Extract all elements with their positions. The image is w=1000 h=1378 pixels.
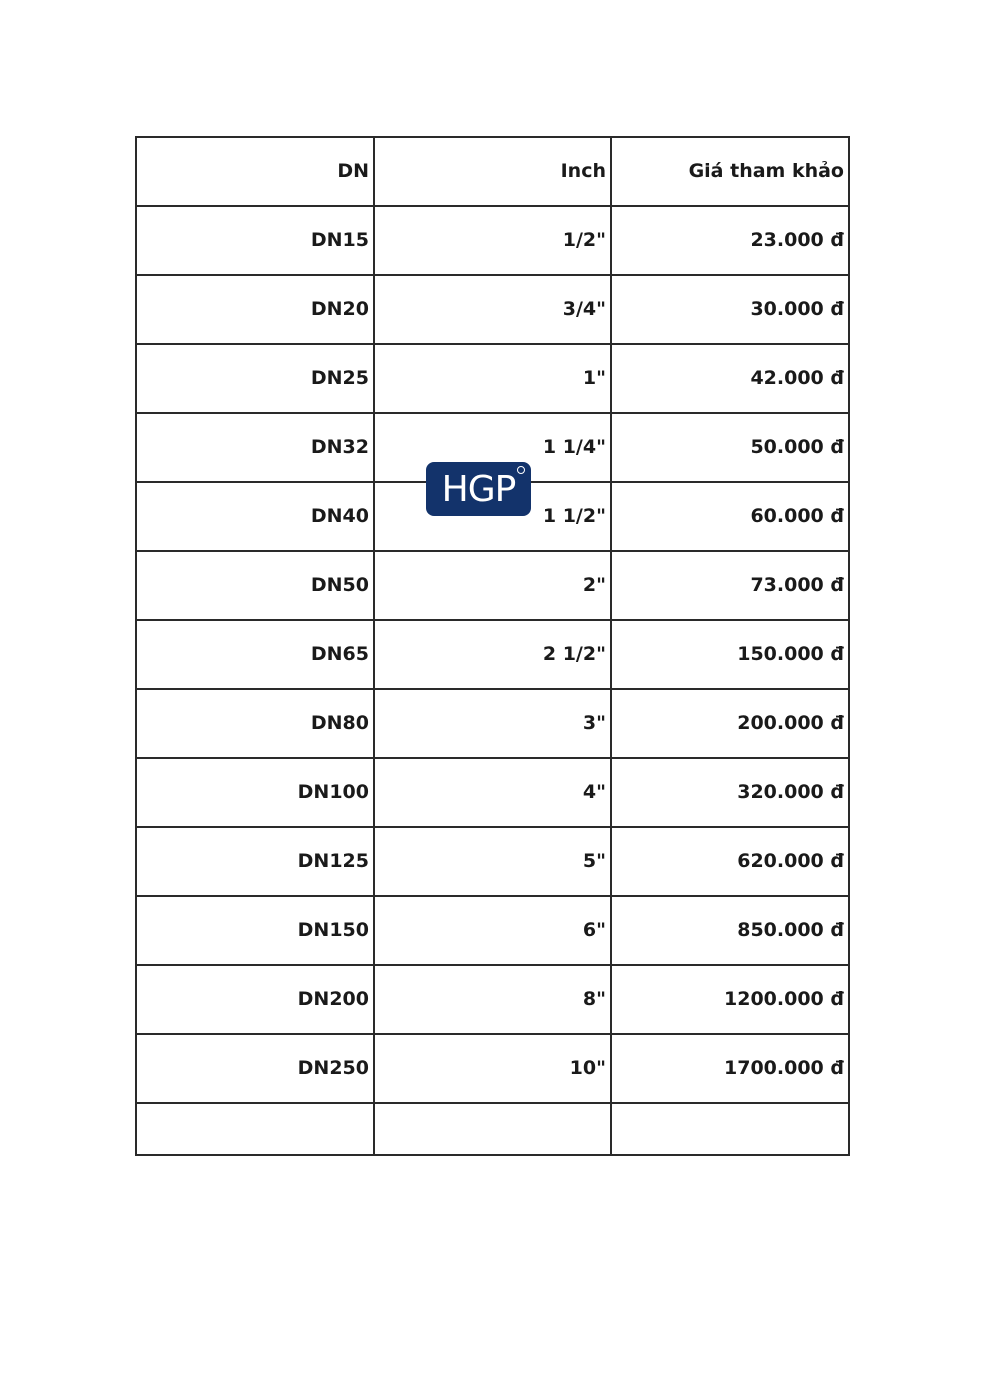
price-table bbox=[135, 136, 850, 1156]
table-row bbox=[136, 689, 849, 758]
cell-price: 50.000 đ bbox=[611, 413, 849, 482]
cell-price: 42.000 đ bbox=[611, 344, 849, 413]
cell-price: 200.000 đ bbox=[611, 689, 849, 758]
header-price: Giá tham khảo bbox=[611, 137, 849, 206]
cell-price: 60.000 đ bbox=[611, 482, 849, 551]
cell-price: 30.000 đ bbox=[611, 275, 849, 344]
cell-inch: 10" bbox=[374, 1034, 611, 1103]
cell-price: 1200.000 đ bbox=[611, 965, 849, 1034]
table-row bbox=[136, 896, 849, 965]
cell-price: 320.000 đ bbox=[611, 758, 849, 827]
table-header bbox=[136, 137, 849, 206]
logo-text: HGP bbox=[441, 469, 516, 510]
cell-dn: DN250 bbox=[136, 1034, 374, 1103]
table-row bbox=[136, 1034, 849, 1103]
cell-dn: DN100 bbox=[136, 758, 374, 827]
cell-inch: 3" bbox=[374, 689, 611, 758]
cell-price: 620.000 đ bbox=[611, 827, 849, 896]
cell-inch: 1/2" bbox=[374, 206, 611, 275]
cell-dn: DN32 bbox=[136, 413, 374, 482]
cell-inch: 5" bbox=[374, 827, 611, 896]
table-row bbox=[136, 344, 849, 413]
header-inch: Inch bbox=[374, 137, 611, 206]
table-row bbox=[136, 275, 849, 344]
cell-inch: 1" bbox=[374, 344, 611, 413]
cell-inch: 4" bbox=[374, 758, 611, 827]
cell-price: 23.000 đ bbox=[611, 206, 849, 275]
cell-inch: 8" bbox=[374, 965, 611, 1034]
table-row bbox=[136, 827, 849, 896]
cell-price: 73.000 đ bbox=[611, 551, 849, 620]
header-dn: DN bbox=[136, 137, 374, 206]
cell-empty bbox=[374, 1103, 611, 1155]
cell-dn: DN15 bbox=[136, 206, 374, 275]
cell-dn: DN125 bbox=[136, 827, 374, 896]
cell-dn: DN20 bbox=[136, 275, 374, 344]
table-row bbox=[136, 965, 849, 1034]
cell-inch: 3/4" bbox=[374, 275, 611, 344]
cell-dn: DN50 bbox=[136, 551, 374, 620]
empty-table-row bbox=[136, 1103, 849, 1155]
cell-inch: 1 1/4" bbox=[374, 413, 611, 482]
cell-dn: DN200 bbox=[136, 965, 374, 1034]
cell-dn: DN80 bbox=[136, 689, 374, 758]
table-row bbox=[136, 620, 849, 689]
cell-dn: DN150 bbox=[136, 896, 374, 965]
table-body bbox=[136, 206, 849, 1155]
cell-dn: DN40 bbox=[136, 482, 374, 551]
cell-inch: 2" bbox=[374, 551, 611, 620]
cell-dn: DN25 bbox=[136, 344, 374, 413]
registered-mark-icon bbox=[517, 466, 525, 474]
table-row bbox=[136, 758, 849, 827]
header-row bbox=[136, 137, 849, 206]
cell-empty bbox=[136, 1103, 374, 1155]
table-row bbox=[136, 206, 849, 275]
cell-inch: 1 1/2" bbox=[374, 482, 611, 551]
cell-inch: 6" bbox=[374, 896, 611, 965]
hgp-logo bbox=[426, 462, 531, 516]
cell-dn: DN65 bbox=[136, 620, 374, 689]
table-row bbox=[136, 551, 849, 620]
cell-price: 1700.000 đ bbox=[611, 1034, 849, 1103]
cell-price: 150.000 đ bbox=[611, 620, 849, 689]
cell-empty bbox=[611, 1103, 849, 1155]
cell-inch: 2 1/2" bbox=[374, 620, 611, 689]
cell-price: 850.000 đ bbox=[611, 896, 849, 965]
